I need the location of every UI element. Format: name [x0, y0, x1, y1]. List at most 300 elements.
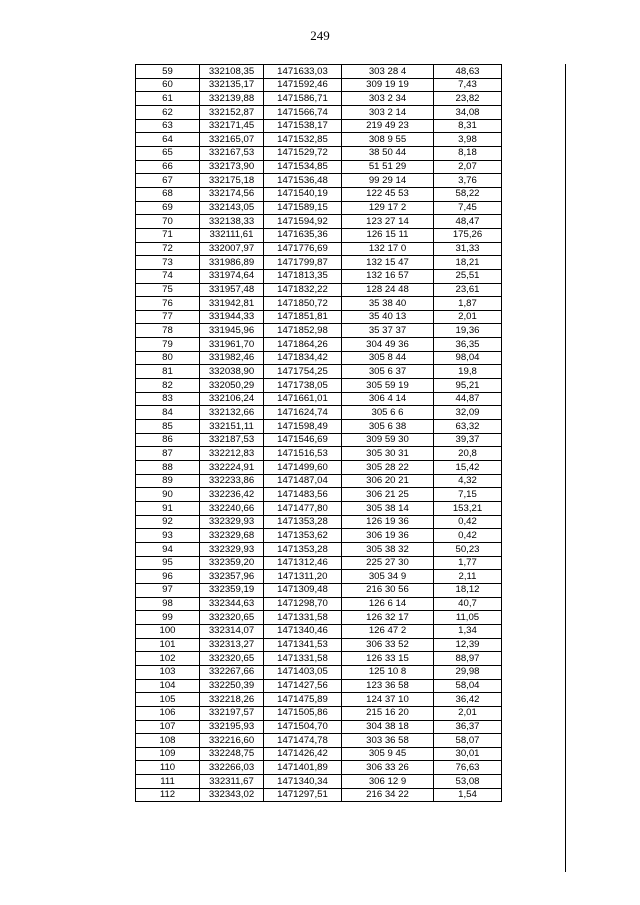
distance-cell: 58,07: [434, 734, 502, 748]
bearing-cell: 305 38 14: [342, 502, 434, 516]
bearing-cell: 304 49 36: [342, 338, 434, 352]
table-row: [136, 324, 502, 338]
y-coordinate-cell: 1471592,46: [264, 78, 342, 92]
y-coordinate-cell: 1471633,03: [264, 65, 342, 79]
distance-cell: 3,76: [434, 174, 502, 188]
table-row: [136, 160, 502, 174]
distance-cell: 39,37: [434, 433, 502, 447]
y-coordinate-cell: 1471516,53: [264, 447, 342, 461]
x-coordinate-cell: 331961,70: [200, 338, 264, 352]
y-coordinate-cell: 1471312,46: [264, 556, 342, 570]
bearing-cell: 35 37 37: [342, 324, 434, 338]
table-row: [136, 256, 502, 270]
bearing-cell: 303 2 14: [342, 105, 434, 119]
bearing-cell: 305 6 6: [342, 406, 434, 420]
table-row: [136, 174, 502, 188]
point-number-cell: 89: [136, 474, 200, 488]
y-coordinate-cell: 1471834,42: [264, 351, 342, 365]
table-row: [136, 310, 502, 324]
y-coordinate-cell: 1471536,48: [264, 174, 342, 188]
table-row: [136, 665, 502, 679]
y-coordinate-cell: 1471353,62: [264, 529, 342, 543]
bearing-cell: 219 49 23: [342, 119, 434, 133]
distance-cell: 95,21: [434, 379, 502, 393]
y-coordinate-cell: 1471340,46: [264, 624, 342, 638]
table-row: [136, 720, 502, 734]
x-coordinate-cell: 332224,91: [200, 461, 264, 475]
x-coordinate-cell: 332152,87: [200, 105, 264, 119]
y-coordinate-cell: 1471331,58: [264, 611, 342, 625]
x-coordinate-cell: 332108,35: [200, 65, 264, 79]
x-coordinate-cell: 332267,66: [200, 665, 264, 679]
point-number-cell: 86: [136, 433, 200, 447]
point-number-cell: 71: [136, 228, 200, 242]
x-coordinate-cell: 332320,65: [200, 652, 264, 666]
point-number-cell: 70: [136, 215, 200, 229]
point-number-cell: 80: [136, 351, 200, 365]
bearing-cell: 126 47 2: [342, 624, 434, 638]
point-number-cell: 79: [136, 338, 200, 352]
bearing-cell: 129 17 2: [342, 201, 434, 215]
x-coordinate-cell: 332218,26: [200, 693, 264, 707]
y-coordinate-cell: 1471598,49: [264, 420, 342, 434]
bearing-cell: 126 33 15: [342, 652, 434, 666]
distance-cell: 8,31: [434, 119, 502, 133]
point-number-cell: 107: [136, 720, 200, 734]
x-coordinate-cell: 332151,11: [200, 420, 264, 434]
table-row: [136, 556, 502, 570]
y-coordinate-cell: 1471401,89: [264, 761, 342, 775]
distance-cell: 48,63: [434, 65, 502, 79]
x-coordinate-cell: 332233,86: [200, 474, 264, 488]
point-number-cell: 104: [136, 679, 200, 693]
x-coordinate-cell: 332195,93: [200, 720, 264, 734]
bearing-cell: 303 28 4: [342, 65, 434, 79]
distance-cell: 30,01: [434, 747, 502, 761]
distance-cell: 36,42: [434, 693, 502, 707]
bearing-cell: 35 40 13: [342, 310, 434, 324]
table-row: [136, 624, 502, 638]
distance-cell: 7,43: [434, 78, 502, 92]
y-coordinate-cell: 1471532,85: [264, 133, 342, 147]
table-row: [136, 92, 502, 106]
margin-line: [565, 64, 566, 872]
x-coordinate-cell: 332135,17: [200, 78, 264, 92]
table-row: [136, 338, 502, 352]
table-row: [136, 242, 502, 256]
x-coordinate-cell: 332344,63: [200, 597, 264, 611]
x-coordinate-cell: 331944,33: [200, 310, 264, 324]
y-coordinate-cell: 1471298,70: [264, 597, 342, 611]
table-row: [136, 529, 502, 543]
distance-cell: 19,36: [434, 324, 502, 338]
bearing-cell: 123 27 14: [342, 215, 434, 229]
y-coordinate-cell: 1471505,86: [264, 706, 342, 720]
distance-cell: 98,04: [434, 351, 502, 365]
table-body: [136, 65, 502, 802]
distance-cell: 34,08: [434, 105, 502, 119]
bearing-cell: 303 36 58: [342, 734, 434, 748]
x-coordinate-cell: 332311,67: [200, 775, 264, 789]
table-row: [136, 297, 502, 311]
y-coordinate-cell: 1471851,81: [264, 310, 342, 324]
point-number-cell: 95: [136, 556, 200, 570]
distance-cell: 19,8: [434, 365, 502, 379]
table-row: [136, 597, 502, 611]
bearing-cell: 305 6 37: [342, 365, 434, 379]
y-coordinate-cell: 1471487,04: [264, 474, 342, 488]
point-number-cell: 67: [136, 174, 200, 188]
y-coordinate-cell: 1471799,87: [264, 256, 342, 270]
y-coordinate-cell: 1471813,35: [264, 269, 342, 283]
distance-cell: 63,32: [434, 420, 502, 434]
point-number-cell: 62: [136, 105, 200, 119]
y-coordinate-cell: 1471331,58: [264, 652, 342, 666]
bearing-cell: 123 36 58: [342, 679, 434, 693]
page-number: 249: [310, 28, 330, 43]
point-number-cell: 74: [136, 269, 200, 283]
y-coordinate-cell: 1471297,51: [264, 788, 342, 802]
bearing-cell: 125 10 8: [342, 665, 434, 679]
distance-cell: 1,54: [434, 788, 502, 802]
table-row: [136, 187, 502, 201]
y-coordinate-cell: 1471353,28: [264, 515, 342, 529]
distance-cell: 36,35: [434, 338, 502, 352]
table-row: [136, 78, 502, 92]
table-row: [136, 488, 502, 502]
x-coordinate-cell: 332314,07: [200, 624, 264, 638]
bearing-cell: 38 50 44: [342, 146, 434, 160]
bearing-cell: 35 38 40: [342, 297, 434, 311]
table-row: [136, 215, 502, 229]
bearing-cell: 305 9 45: [342, 747, 434, 761]
point-number-cell: 64: [136, 133, 200, 147]
point-number-cell: 76: [136, 297, 200, 311]
y-coordinate-cell: 1471586,71: [264, 92, 342, 106]
distance-cell: 153,21: [434, 502, 502, 516]
bearing-cell: 216 34 22: [342, 788, 434, 802]
distance-cell: 12,39: [434, 638, 502, 652]
table-row: [136, 119, 502, 133]
point-number-cell: 110: [136, 761, 200, 775]
distance-cell: 0,42: [434, 529, 502, 543]
y-coordinate-cell: 1471477,80: [264, 502, 342, 516]
point-number-cell: 68: [136, 187, 200, 201]
point-number-cell: 112: [136, 788, 200, 802]
table-row: [136, 447, 502, 461]
distance-cell: 40,7: [434, 597, 502, 611]
point-number-cell: 90: [136, 488, 200, 502]
table-row: [136, 379, 502, 393]
point-number-cell: 100: [136, 624, 200, 638]
y-coordinate-cell: 1471483,56: [264, 488, 342, 502]
table-row: [136, 693, 502, 707]
bearing-cell: 216 30 56: [342, 583, 434, 597]
distance-cell: 31,33: [434, 242, 502, 256]
bearing-cell: 306 21 25: [342, 488, 434, 502]
bearing-cell: 305 30 31: [342, 447, 434, 461]
point-number-cell: 97: [136, 583, 200, 597]
point-number-cell: 82: [136, 379, 200, 393]
bearing-cell: 309 19 19: [342, 78, 434, 92]
point-number-cell: 83: [136, 392, 200, 406]
y-coordinate-cell: 1471341,53: [264, 638, 342, 652]
x-coordinate-cell: 332329,93: [200, 515, 264, 529]
distance-cell: 1,34: [434, 624, 502, 638]
table-row: [136, 283, 502, 297]
point-number-cell: 84: [136, 406, 200, 420]
x-coordinate-cell: 332329,93: [200, 542, 264, 556]
point-number-cell: 88: [136, 461, 200, 475]
table-row: [136, 761, 502, 775]
distance-cell: 7,45: [434, 201, 502, 215]
table-row: [136, 133, 502, 147]
point-number-cell: 108: [136, 734, 200, 748]
y-coordinate-cell: 1471738,05: [264, 379, 342, 393]
bearing-cell: 303 2 34: [342, 92, 434, 106]
distance-cell: 50,23: [434, 542, 502, 556]
y-coordinate-cell: 1471624,74: [264, 406, 342, 420]
distance-cell: 11,05: [434, 611, 502, 625]
point-number-cell: 99: [136, 611, 200, 625]
point-number-cell: 75: [136, 283, 200, 297]
distance-cell: 32,09: [434, 406, 502, 420]
y-coordinate-cell: 1471403,05: [264, 665, 342, 679]
distance-cell: 58,04: [434, 679, 502, 693]
x-coordinate-cell: 332138,33: [200, 215, 264, 229]
point-number-cell: 66: [136, 160, 200, 174]
bearing-cell: 122 45 53: [342, 187, 434, 201]
distance-cell: 1,77: [434, 556, 502, 570]
y-coordinate-cell: 1471340,34: [264, 775, 342, 789]
point-number-cell: 87: [136, 447, 200, 461]
point-number-cell: 96: [136, 570, 200, 584]
table-row: [136, 583, 502, 597]
point-number-cell: 65: [136, 146, 200, 160]
distance-cell: 3,98: [434, 133, 502, 147]
bearing-cell: 308 9 55: [342, 133, 434, 147]
x-coordinate-cell: 331982,46: [200, 351, 264, 365]
bearing-cell: 306 12 9: [342, 775, 434, 789]
y-coordinate-cell: 1471427,56: [264, 679, 342, 693]
bearing-cell: 132 17 0: [342, 242, 434, 256]
y-coordinate-cell: 1471538,17: [264, 119, 342, 133]
point-number-cell: 78: [136, 324, 200, 338]
x-coordinate-cell: 332038,90: [200, 365, 264, 379]
table-row: [136, 65, 502, 79]
y-coordinate-cell: 1471852,98: [264, 324, 342, 338]
bearing-cell: 304 38 18: [342, 720, 434, 734]
distance-cell: 76,63: [434, 761, 502, 775]
bearing-cell: 126 15 11: [342, 228, 434, 242]
table-row: [136, 392, 502, 406]
bearing-cell: 51 51 29: [342, 160, 434, 174]
distance-cell: 15,42: [434, 461, 502, 475]
x-coordinate-cell: 332139,88: [200, 92, 264, 106]
table-row: [136, 515, 502, 529]
y-coordinate-cell: 1471475,89: [264, 693, 342, 707]
y-coordinate-cell: 1471504,70: [264, 720, 342, 734]
bearing-cell: 128 24 48: [342, 283, 434, 297]
table-row: [136, 365, 502, 379]
point-number-cell: 72: [136, 242, 200, 256]
table-row: [136, 570, 502, 584]
point-number-cell: 102: [136, 652, 200, 666]
x-coordinate-cell: 331986,89: [200, 256, 264, 270]
y-coordinate-cell: 1471529,72: [264, 146, 342, 160]
bearing-cell: 99 29 14: [342, 174, 434, 188]
point-number-cell: 105: [136, 693, 200, 707]
table-row: [136, 146, 502, 160]
bearing-cell: 124 37 10: [342, 693, 434, 707]
distance-cell: 175,26: [434, 228, 502, 242]
table-row: [136, 611, 502, 625]
point-number-cell: 85: [136, 420, 200, 434]
x-coordinate-cell: 332216,60: [200, 734, 264, 748]
point-number-cell: 60: [136, 78, 200, 92]
bearing-cell: 306 4 14: [342, 392, 434, 406]
point-number-cell: 77: [136, 310, 200, 324]
x-coordinate-cell: 332007,97: [200, 242, 264, 256]
x-coordinate-cell: 332143,05: [200, 201, 264, 215]
point-number-cell: 73: [136, 256, 200, 270]
bearing-cell: 305 28 22: [342, 461, 434, 475]
x-coordinate-cell: 332357,96: [200, 570, 264, 584]
point-number-cell: 59: [136, 65, 200, 79]
table-row: [136, 228, 502, 242]
y-coordinate-cell: 1471546,69: [264, 433, 342, 447]
y-coordinate-cell: 1471776,69: [264, 242, 342, 256]
distance-cell: 25,51: [434, 269, 502, 283]
x-coordinate-cell: 331942,81: [200, 297, 264, 311]
bearing-cell: 132 16 57: [342, 269, 434, 283]
bearing-cell: 305 6 38: [342, 420, 434, 434]
y-coordinate-cell: 1471635,36: [264, 228, 342, 242]
y-coordinate-cell: 1471353,28: [264, 542, 342, 556]
y-coordinate-cell: 1471661,01: [264, 392, 342, 406]
point-number-cell: 69: [136, 201, 200, 215]
x-coordinate-cell: 332212,83: [200, 447, 264, 461]
table-row: [136, 474, 502, 488]
table-row: [136, 788, 502, 802]
x-coordinate-cell: 331957,48: [200, 283, 264, 297]
table-row: [136, 201, 502, 215]
point-number-cell: 81: [136, 365, 200, 379]
y-coordinate-cell: 1471540,19: [264, 187, 342, 201]
x-coordinate-cell: 332132,66: [200, 406, 264, 420]
distance-cell: 2,07: [434, 160, 502, 174]
bearing-cell: 126 32 17: [342, 611, 434, 625]
table-row: [136, 775, 502, 789]
bearing-cell: 132 15 47: [342, 256, 434, 270]
x-coordinate-cell: 332248,75: [200, 747, 264, 761]
point-number-cell: 91: [136, 502, 200, 516]
y-coordinate-cell: 1471534,85: [264, 160, 342, 174]
x-coordinate-cell: 332187,53: [200, 433, 264, 447]
y-coordinate-cell: 1471309,48: [264, 583, 342, 597]
x-coordinate-cell: 332175,18: [200, 174, 264, 188]
x-coordinate-cell: 332313,27: [200, 638, 264, 652]
distance-cell: 2,01: [434, 310, 502, 324]
point-number-cell: 93: [136, 529, 200, 543]
distance-cell: 2,11: [434, 570, 502, 584]
table-row: [136, 502, 502, 516]
bearing-cell: 215 16 20: [342, 706, 434, 720]
distance-cell: 4,32: [434, 474, 502, 488]
point-number-cell: 109: [136, 747, 200, 761]
table-row: [136, 706, 502, 720]
table-row: [136, 734, 502, 748]
table-row: [136, 105, 502, 119]
x-coordinate-cell: 332329,68: [200, 529, 264, 543]
bearing-cell: 305 34 9: [342, 570, 434, 584]
x-coordinate-cell: 331974,64: [200, 269, 264, 283]
table-row: [136, 461, 502, 475]
x-coordinate-cell: 331945,96: [200, 324, 264, 338]
y-coordinate-cell: 1471426,42: [264, 747, 342, 761]
bearing-cell: 126 19 36: [342, 515, 434, 529]
point-number-cell: 63: [136, 119, 200, 133]
table-row: [136, 652, 502, 666]
x-coordinate-cell: 332111,61: [200, 228, 264, 242]
bearing-cell: 305 59 19: [342, 379, 434, 393]
bearing-cell: 306 19 36: [342, 529, 434, 543]
point-number-cell: 92: [136, 515, 200, 529]
x-coordinate-cell: 332173,90: [200, 160, 264, 174]
y-coordinate-cell: 1471594,92: [264, 215, 342, 229]
distance-cell: 1,87: [434, 297, 502, 311]
x-coordinate-cell: 332050,29: [200, 379, 264, 393]
distance-cell: 44,87: [434, 392, 502, 406]
table-row: [136, 542, 502, 556]
bearing-cell: 306 33 52: [342, 638, 434, 652]
x-coordinate-cell: 332240,66: [200, 502, 264, 516]
x-coordinate-cell: 332343,02: [200, 788, 264, 802]
table-row: [136, 638, 502, 652]
distance-cell: 48,47: [434, 215, 502, 229]
distance-cell: 88,97: [434, 652, 502, 666]
table-row: [136, 351, 502, 365]
table-row: [136, 433, 502, 447]
coordinates-table: [135, 64, 502, 802]
x-coordinate-cell: 332320,65: [200, 611, 264, 625]
y-coordinate-cell: 1471474,78: [264, 734, 342, 748]
distance-cell: 18,21: [434, 256, 502, 270]
point-number-cell: 103: [136, 665, 200, 679]
x-coordinate-cell: 332106,24: [200, 392, 264, 406]
distance-cell: 8,18: [434, 146, 502, 160]
x-coordinate-cell: 332167,53: [200, 146, 264, 160]
table-row: [136, 679, 502, 693]
x-coordinate-cell: 332236,42: [200, 488, 264, 502]
y-coordinate-cell: 1471864,26: [264, 338, 342, 352]
coordinates-table-container: [135, 64, 502, 802]
distance-cell: 0,42: [434, 515, 502, 529]
distance-cell: 23,82: [434, 92, 502, 106]
distance-cell: 53,08: [434, 775, 502, 789]
x-coordinate-cell: 332266,03: [200, 761, 264, 775]
y-coordinate-cell: 1471499,60: [264, 461, 342, 475]
y-coordinate-cell: 1471311,20: [264, 570, 342, 584]
distance-cell: 18,12: [434, 583, 502, 597]
point-number-cell: 111: [136, 775, 200, 789]
bearing-cell: 306 33 26: [342, 761, 434, 775]
point-number-cell: 101: [136, 638, 200, 652]
distance-cell: 2,01: [434, 706, 502, 720]
x-coordinate-cell: 332250,39: [200, 679, 264, 693]
bearing-cell: 306 20 21: [342, 474, 434, 488]
distance-cell: 29,98: [434, 665, 502, 679]
